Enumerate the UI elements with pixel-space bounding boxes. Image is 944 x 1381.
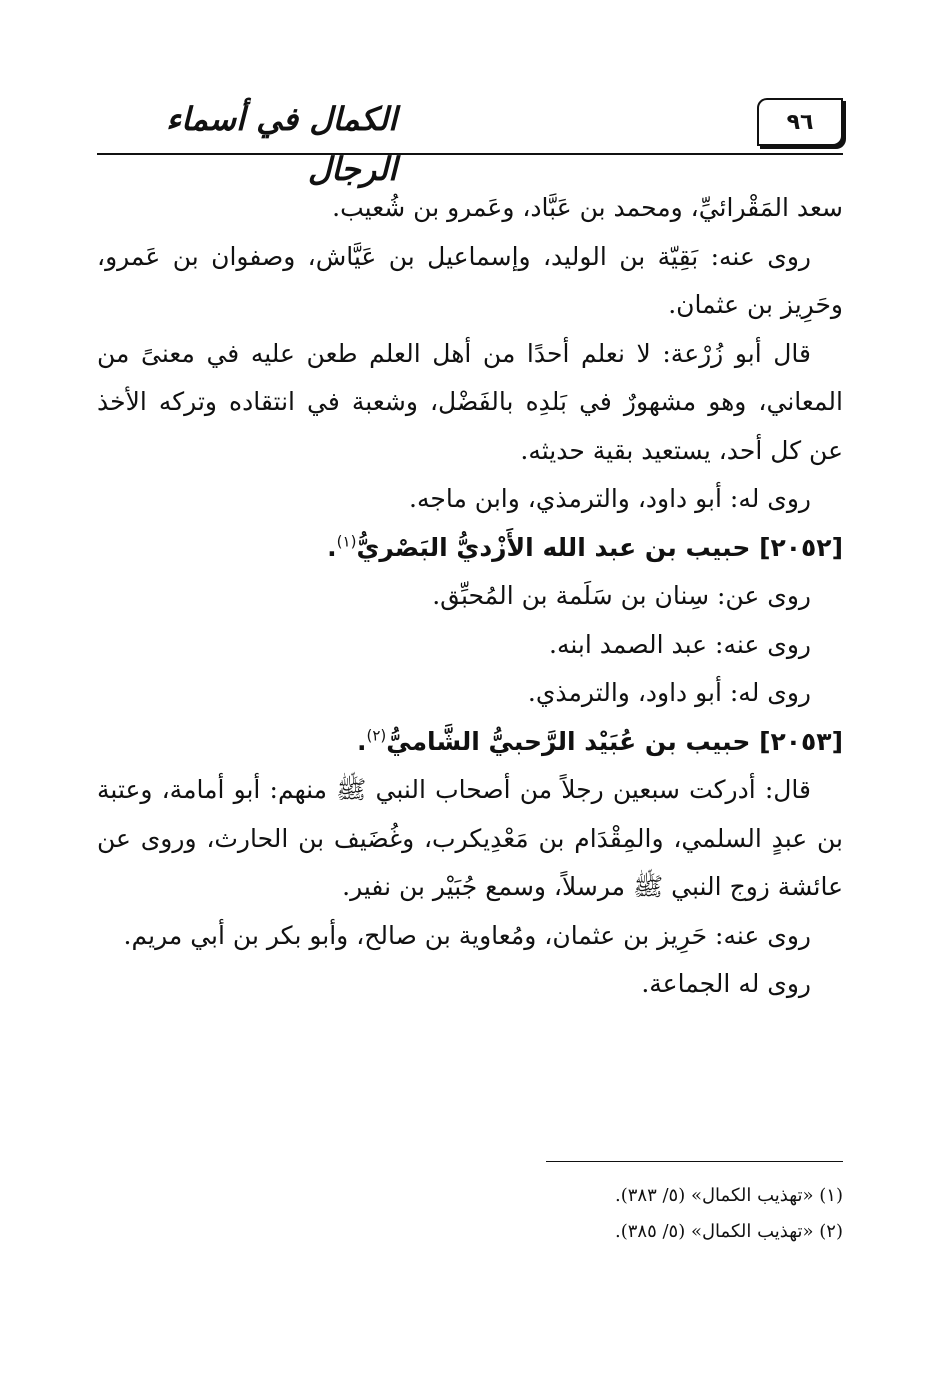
paragraph: سعد المَقْرائيِّ، ومحمد بن عَبَّاد، وعَمرو بن شُعيب. <box>332 193 843 222</box>
page-header <box>97 92 843 188</box>
page-number: ٩٦ <box>757 98 843 146</box>
paragraph: قال: أدركت سبعين رجلاً من أصحاب النبي ﷺ منهم: أبو أمامة، وعتبة بن عبدٍ السلمي، والمِقْدَام بن مَعْدِيكرب، وغُضَيف بن الحارث، وروى عن عائشة زوج النبي ﷺ مرسلاً، وسمع جُبَيْر بن نفير. <box>97 775 843 901</box>
paragraph: روى عنه: بَقِيّة بن الوليد، وإسماعيل بن عَيَّاش، وصفوان بن عَمرو، وحَرِيز بن عثمان. <box>97 241 843 319</box>
footnote: (٢) «تهذيب الكمال» (٥/ ٣٨٥). <box>614 1221 843 1242</box>
paragraph: روى عنه: حَرِيز بن عثمان، ومُعاوية بن صالح، وأبو بكر بن أبي مريم. <box>123 920 811 950</box>
footnote: (١) «تهذيب الكمال» (٥/ ٣٨٣). <box>614 1185 843 1206</box>
entry-title: [٢٠٥٢] حبيب بن عبد الله الأَزْديُّ البَصْريُّ <box>356 532 843 562</box>
paragraph: روى له الجماعة. <box>641 969 811 998</box>
entry-title: [٢٠٥٣] حبيب بن عُبَيْد الرَّحبيُّ الشَّاميُّ <box>386 726 843 756</box>
footnote-rule <box>546 1161 843 1162</box>
paragraph: روى عنه: عبد الصمد ابنه. <box>549 629 811 659</box>
footnotes <box>97 1178 843 1250</box>
body-text <box>97 184 843 1009</box>
entry-tail: . <box>327 532 337 562</box>
entry-tail: . <box>357 726 367 756</box>
entry-heading-2052 <box>97 524 843 573</box>
entry-heading-2053 <box>97 718 843 767</box>
footnote-ref: (٢) <box>366 726 387 745</box>
footnote-ref: (١) <box>336 532 357 551</box>
paragraph: قال أبو زُرْعة: لا نعلم أحدًا من أهل العلم طعن عليه في معنىً من المعاني، وهو مشهورٌ في بَلدِه بالفَضْل، وشعبة في انتقاده وتركه الأخذ عن كل أحد، يستعيد بقية حديثه. <box>97 338 843 465</box>
header-rule <box>97 153 843 155</box>
paragraph: روى له: أبو داود، والترمذي، وابن ماجه. <box>409 484 811 513</box>
running-title: الكمال في أسماء الرجال <box>165 100 397 188</box>
paragraph: روى له: أبو داود، والترمذي. <box>527 678 811 707</box>
paragraph: روى عن: سِنان بن سَلَمة بن المُحبِّق. <box>432 581 811 610</box>
